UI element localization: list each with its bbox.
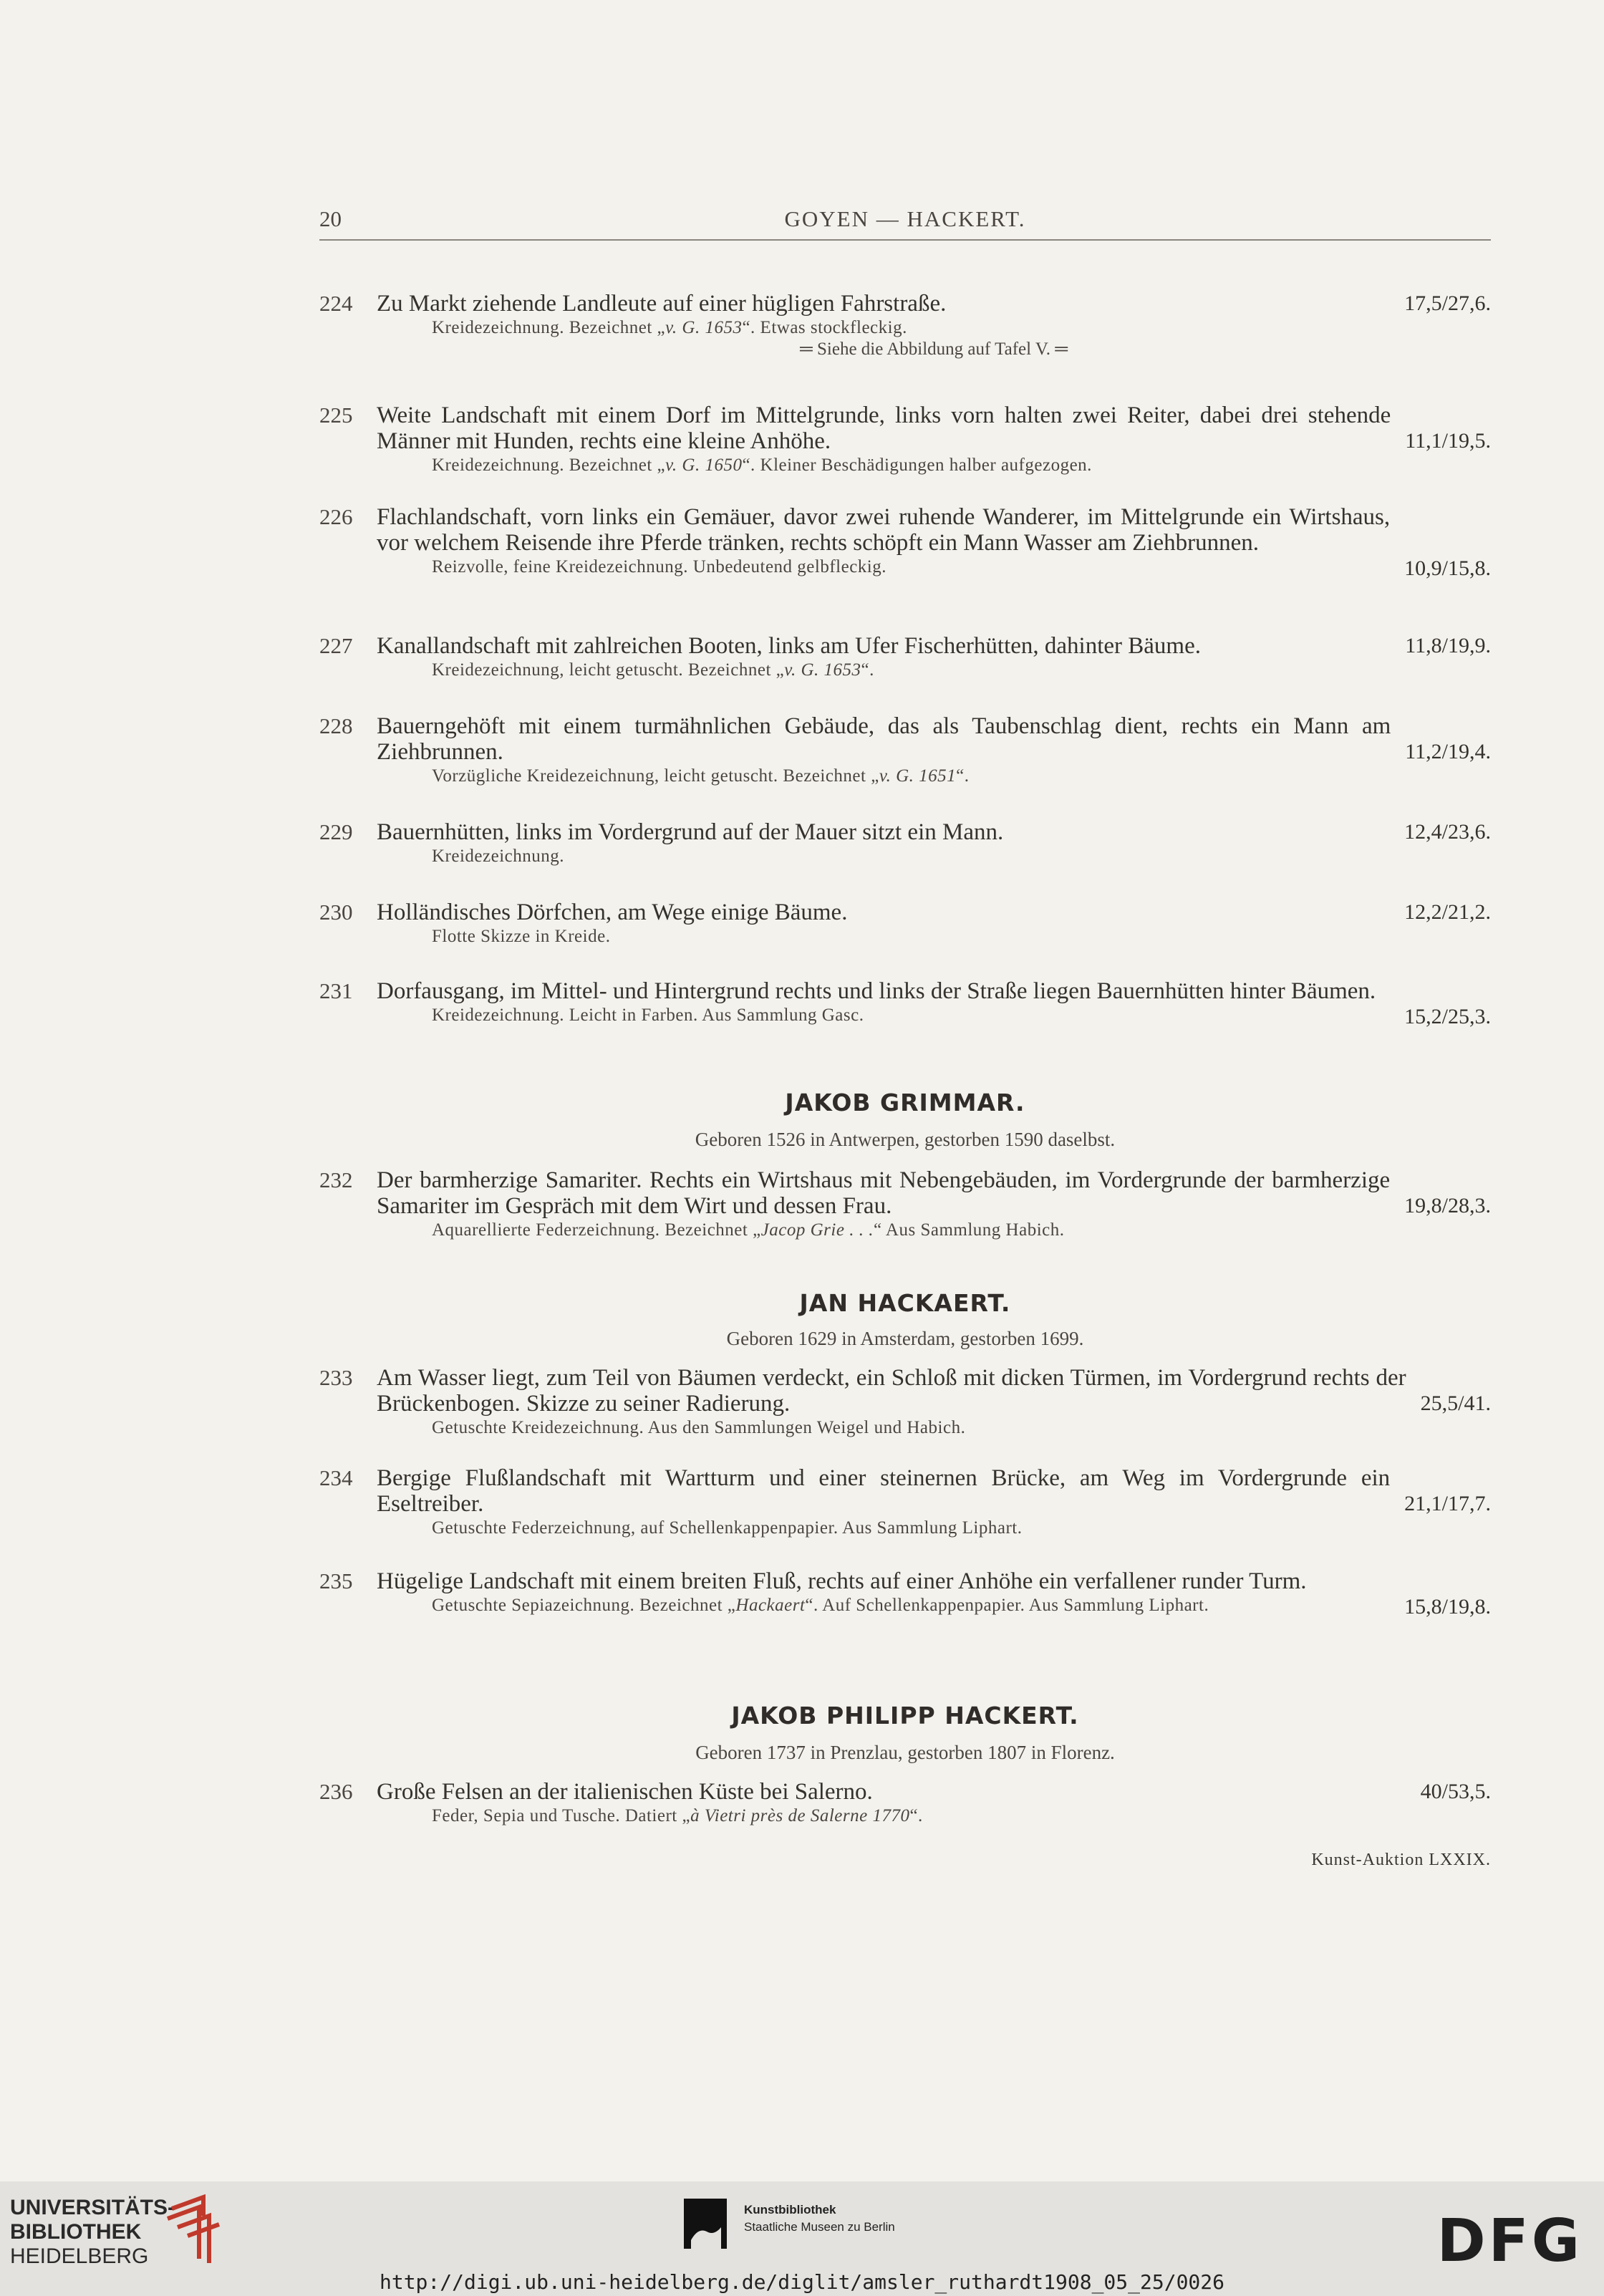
entry-measure: 15,8/19,8. [1404, 1595, 1491, 1619]
entry-measure: 15,2/25,3. [1404, 1005, 1491, 1028]
entry-title: 12,4/23,6. Bauernhütten, links im Vordergrund auf der Mauer sitzt ein Mann. [377, 819, 1491, 845]
entry-title: 15,2/25,3. Dorfausgang, im Mittel- und Hintergrund rechts und links der Straße liegen Bauernhütten hinter Bäumen. [377, 978, 1491, 1028]
running-title: GOYEN — HACKERT. [784, 206, 1026, 231]
artist-heading: JAKOB GRIMMAR. [785, 1089, 1025, 1116]
catalog-entry [319, 1779, 1491, 1828]
entry-number: 228 [319, 713, 353, 738]
permalink-url[interactable]: http://digi.ub.uni-heidelberg.de/diglit/amsler_ruthardt1908_05_25/0026 [379, 2270, 1225, 2294]
entry-note: Getuschte Federzeichnung, auf Schellenkappenpapier. Aus Sammlung Liphart. [432, 1518, 1023, 1538]
entry-measure: 12,4/23,6. [1404, 820, 1491, 844]
entry-measure: 40/53,5. [1420, 1780, 1491, 1803]
catalog-entry [319, 1465, 1491, 1540]
entry-number: 226 [319, 504, 353, 529]
artist-bio: Geboren 1526 in Antwerpen, gestorben 1590 daselbst. [695, 1129, 1116, 1150]
entry-title: 15,8/19,8. Hügelige Landschaft mit einem breiten Fluß, rechts auf einer Anhöhe ein verfallener runder Turm. [377, 1568, 1491, 1619]
catalog-entry [319, 633, 1491, 682]
entry-number: 233 [319, 1365, 353, 1390]
entry-number: 236 [319, 1779, 353, 1804]
entry-number: 225 [319, 402, 353, 428]
entry-note: Kreidezeichnung. [432, 846, 565, 866]
entry-note: Aquarellierte Federzeichnung. Bezeichnet „Jacop Grie . . .“ Aus Sammlung Habich. [432, 1220, 1065, 1240]
entry-title: 10,9/15,8. Flachlandschaft, vorn links ein Gemäuer, davor zwei ruhende Wanderer, im Mittelgrunde ein Wirtshaus, vor welchem Reisende ihre Pferde tränken, rechts schöpft ein Mann Wasser am Ziehbrunnen. [377, 504, 1491, 580]
entry-measure: 11,8/19,9. [1405, 634, 1491, 657]
entry-measure: 17,5/27,6. [1404, 291, 1491, 315]
entry-note: Flotte Skizze in Kreide. [432, 927, 611, 946]
entry-note: Feder, Sepia und Tusche. Datiert „à Vietri près de Salerne 1770“. [432, 1806, 923, 1825]
catalog-entry [319, 402, 1491, 477]
ub-heidelberg-logo-text[interactable]: UNIVERSITÄTS- BIBLIOTHEK HEIDELBERG [10, 2196, 175, 2268]
entry-note: Kreidezeichnung. Bezeichnet „v. G. 1653“. Etwas stockfleckig. [432, 318, 907, 337]
entry-number: 235 [319, 1568, 353, 1593]
printer-signature: Kunst-Auktion LXXIX. [1311, 1851, 1491, 1869]
entry-number: 231 [319, 978, 353, 1003]
entry-number: 230 [319, 899, 353, 925]
artist-heading: JAN HACKAERT. [799, 1289, 1011, 1317]
entry-note: Getuschte Kreidezeichnung. Aus den Sammlungen Weigel und Habich. [432, 1418, 966, 1437]
catalog-entry [319, 713, 1491, 788]
catalog-entry [319, 1167, 1491, 1242]
entry-number: 232 [319, 1167, 353, 1192]
page-header [319, 206, 1491, 242]
digitization-footer [0, 2181, 1604, 2296]
entry-note: Kreidezeichnung. Bezeichnet „v. G. 1650“. Kleiner Beschädigungen halber aufgezogen. [432, 455, 1092, 475]
entry-title: 25,5/41. Am Wasser liegt, zum Teil von Bäumen verdeckt, ein Schloß mit dicken Türmen, im Vordergrund rechts der Brückenbogen. Skizze zu seiner Radierung. [377, 1365, 1491, 1417]
entry-number: 224 [319, 291, 353, 316]
catalog-entry [319, 1568, 1491, 1620]
catalog-entry [319, 1365, 1491, 1439]
page-number: 20 [319, 206, 342, 231]
entry-note: Kreidezeichnung, leicht getuscht. Bezeichnet „v. G. 1653“. [432, 660, 874, 680]
entry-title: 19,8/28,3. Der barmherzige Samariter. Rechts ein Wirtshaus mit Nebengebäuden, im Vordergrunde der barmherzige Samariter im Gespräch mit dem Wirt und dessen Frau. [377, 1167, 1491, 1219]
entry-measure: 25,5/41. [1420, 1391, 1491, 1415]
entry-note: Getuschte Sepiazeichnung. Bezeichnet „Hackaert“. Auf Schellenkappenpapier. Aus Sammlung Liphart. [432, 1596, 1209, 1615]
kunstbibliothek-icon [684, 2199, 727, 2249]
catalog-entry [319, 504, 1491, 582]
entry-title: 12,2/21,2. Holländisches Dörfchen, am Wege einige Bäume. [377, 899, 1491, 925]
entry-measure: 21,1/17,7. [1404, 1492, 1491, 1515]
artist-heading: JAKOB PHILIPP HACKERT. [731, 1702, 1079, 1730]
entry-measure: 12,2/21,2. [1404, 900, 1491, 924]
entry-measure: 11,1/19,5. [1405, 429, 1491, 453]
catalog-entry [319, 291, 1491, 360]
plate-reference: ═ Siehe die Abbildung auf Tafel V. ═ [800, 339, 1068, 359]
entry-note: Kreidezeichnung. Leicht in Farben. Aus Sammlung Gasc. [432, 1005, 864, 1025]
artist-bio: Geboren 1629 in Amsterdam, gestorben 1699. [726, 1328, 1084, 1349]
entry-note: Reizvolle, feine Kreidezeichnung. Unbedeutend gelbfleckig. [432, 557, 887, 577]
entry-title: 21,1/17,7. Bergige Flußlandschaft mit Wartturm und einer steinernen Brücke, am Weg im Vordergrunde ein Eseltreiber. [377, 1465, 1491, 1517]
kunstbibliothek-logo[interactable]: Kunstbibliothek Staatliche Museen zu Berlin [684, 2199, 899, 2256]
catalog-entry [319, 899, 1491, 948]
entry-title: 11,1/19,5. Weite Landschaft mit einem Dorf im Mittelgrunde, links vorn halten zwei Reiter, dabei drei stehende Männer mit Hunden, rechts eine kleine Anhöhe. [377, 402, 1491, 454]
entry-title: 17,5/27,6. Zu Markt ziehende Landleute auf einer hügligen Fahrstraße. [377, 291, 1491, 317]
entry-measure: 11,2/19,4. [1405, 740, 1491, 763]
entry-number: 227 [319, 633, 353, 658]
entry-note: Vorzügliche Kreidezeichnung, leicht getuscht. Bezeichnet „v. G. 1651“. [432, 766, 970, 786]
entry-measure: 19,8/28,3. [1404, 1194, 1491, 1217]
entry-number: 229 [319, 819, 353, 844]
entry-title: 11,2/19,4. Bauerngehöft mit einem turmähnlichen Gebäude, das als Taubenschlag dient, rechts ein Mann am Ziehbrunnen. [377, 713, 1491, 765]
catalog-entry [319, 819, 1491, 868]
artist-bio: Geboren 1737 in Prenzlau, gestorben 1807 in Florenz. [695, 1742, 1115, 1763]
dfg-logo[interactable]: DFG [1436, 2207, 1583, 2275]
ub-heidelberg-logo-icon [162, 2194, 222, 2266]
entry-title: 40/53,5. Große Felsen an der italienischen Küste bei Salerno. [377, 1779, 1491, 1805]
header-rule [319, 239, 1491, 241]
entry-title: 11,8/19,9. Kanallandschaft mit zahlreichen Booten, links am Ufer Fischerhütten, dahinter Bäume. [377, 633, 1491, 659]
entry-measure: 10,9/15,8. [1404, 556, 1491, 580]
catalog-entry [319, 978, 1491, 1030]
entry-number: 234 [319, 1465, 353, 1490]
